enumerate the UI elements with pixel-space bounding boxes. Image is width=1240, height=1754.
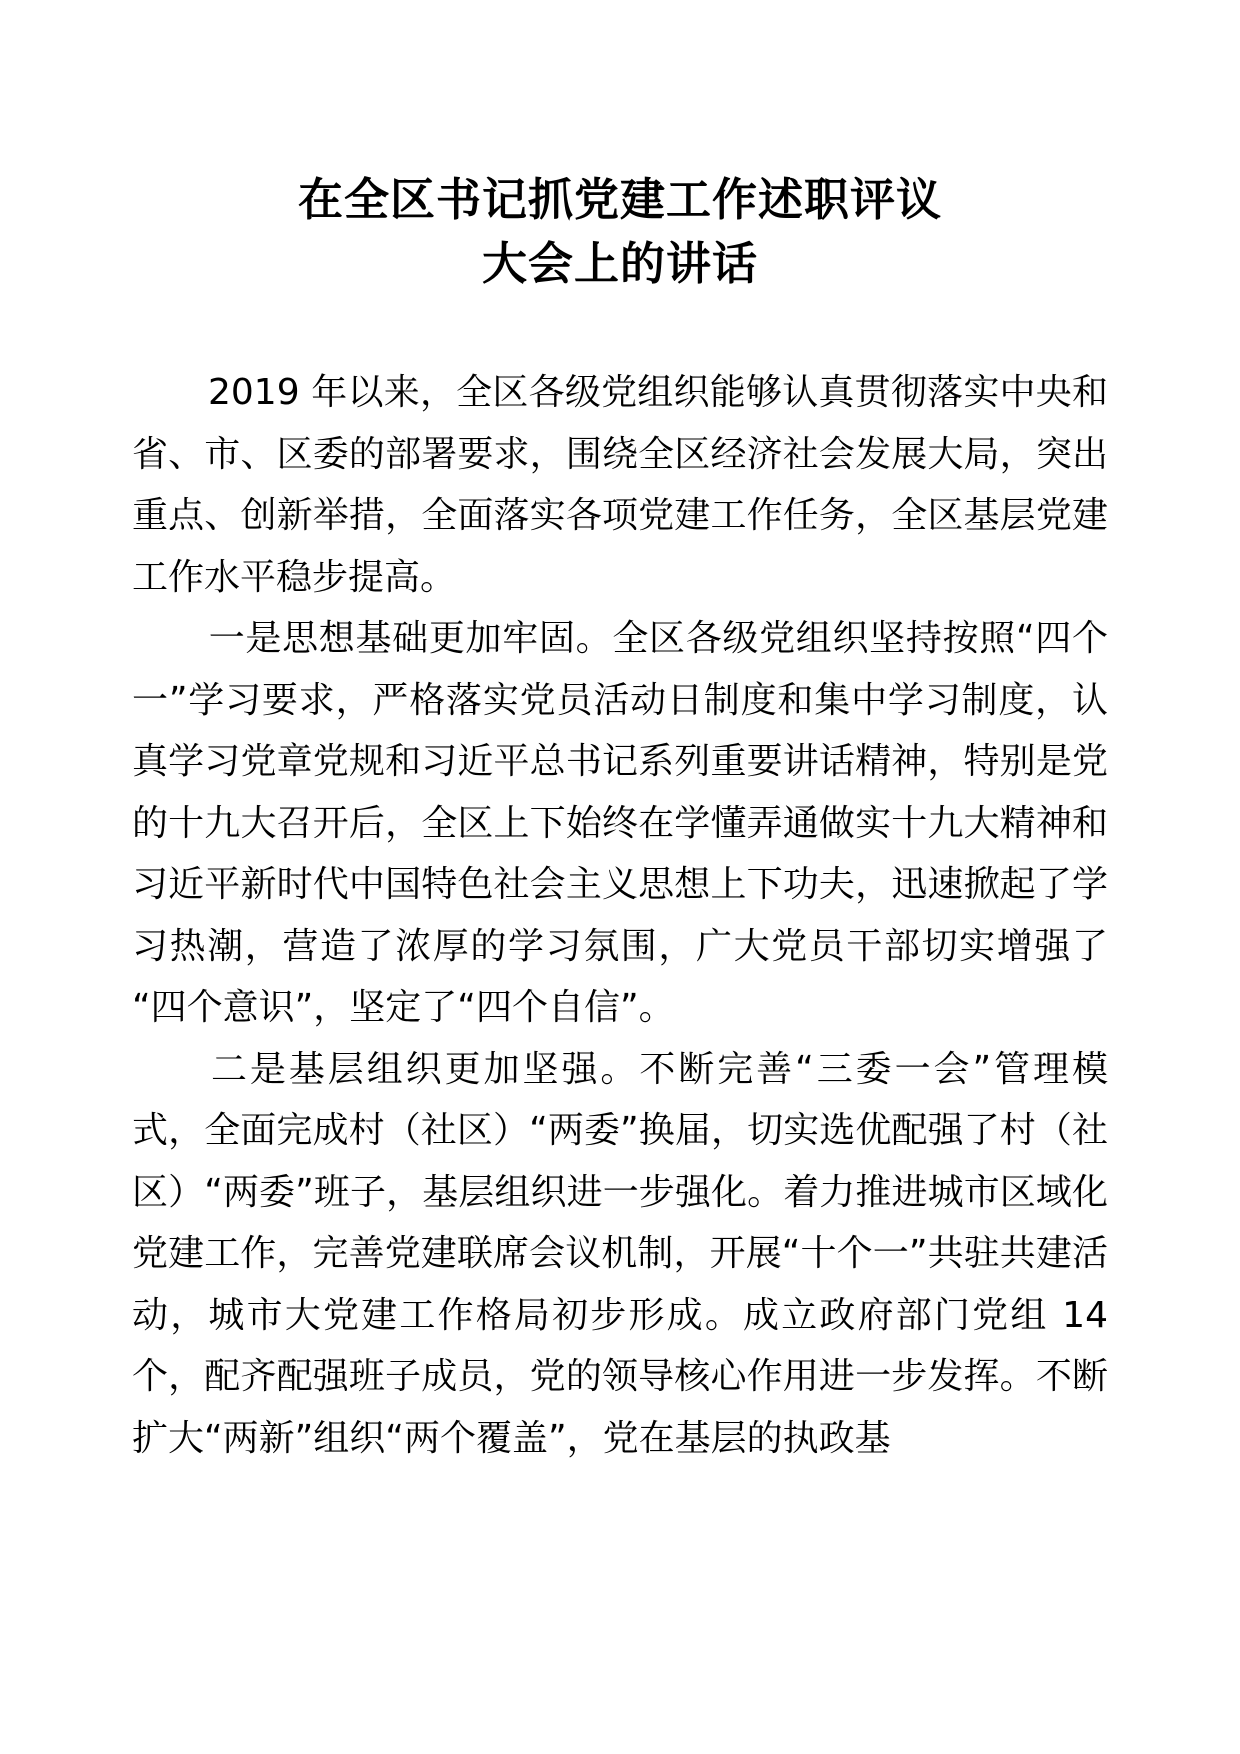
body-paragraph-3 xyxy=(132,1039,1108,1470)
page-title-line-1: 在全区书记抓党建工作述职评议 xyxy=(297,173,942,226)
title-top-spacer xyxy=(132,0,1108,168)
body-paragraph-2 xyxy=(132,608,1108,1039)
page-title xyxy=(132,168,1108,296)
title-bottom-spacer xyxy=(132,296,1108,362)
paragraph-2-text: 一是思想基础更加牢固。全区各级党组织坚持按照“四个一”学习要求，严格落实党员活动日制度和集中学习制度，认真学习党章党规和习近平总书记系列重要讲话精神，特别是党的十九大召开后，全区上下始终在学懂弄通做实十九大精神和习近平新时代中国特色社会主义思想上下功夫，迅速掀起了学习热潮，营造了浓厚的学习氛围，广大党员干部切实增强了“四个意识”，坚定了“四个自信”。 xyxy=(132,618,1108,1028)
paragraph-1-text: 2019 年以来，全区各级党组织能够认真贯彻落实中央和省、市、区委的部署要求，围绕全区经济社会发展大局，突出重点、创新举措，全面落实各项党建工作任务，全区基层党建工作水平稳步提高。 xyxy=(132,372,1108,598)
document-body xyxy=(132,0,1108,1469)
paragraph-3-text: 二是基层组织更加坚强。不断完善“三委一会”管理模式，全面完成村（社区）“两委”换届，切实选优配强了村（社区）“两委”班子，基层组织进一步强化。着力推进城市区域化党建工作，完善党建联席会议机制，开展“十个一”共驻共建活动，城市大党建工作格局初步形成。成立政府部门党组 14 个，配齐配强班子成员，党的领导核心作用进一步发挥。不断扩大“两新”组织“两个覆盖”，党在基层的执政基 xyxy=(132,1048,1108,1459)
page-title-line-2: 大会上的讲话 xyxy=(481,237,758,290)
body-paragraph-1 xyxy=(132,362,1108,608)
